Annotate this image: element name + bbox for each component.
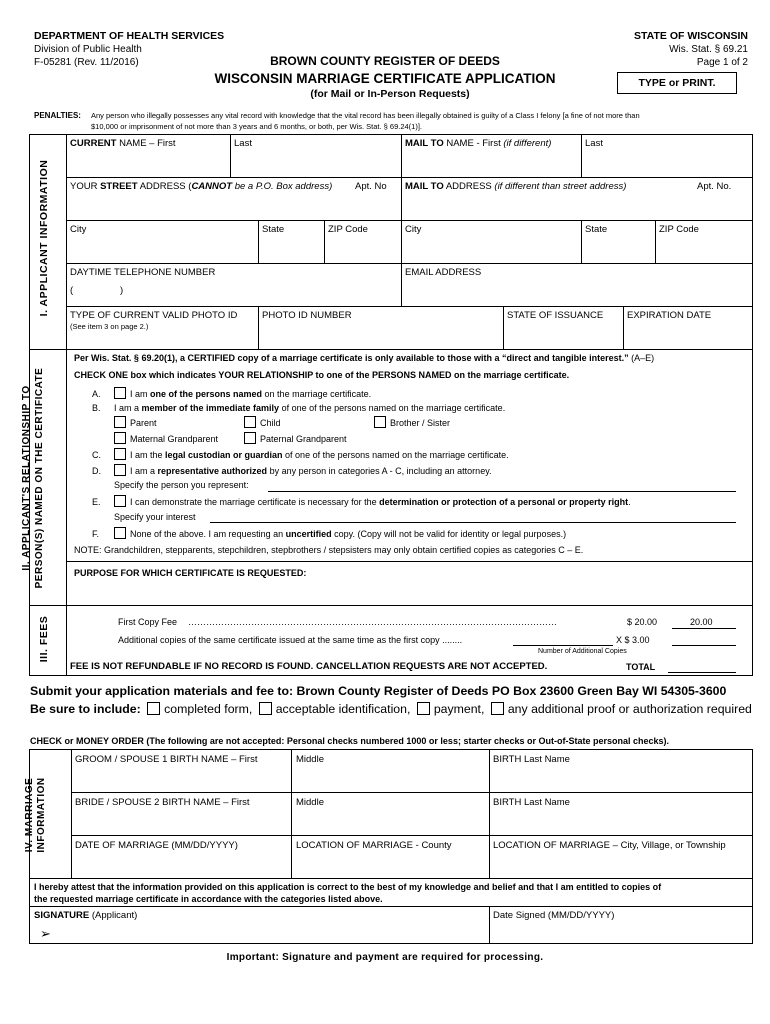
first-copy-price: $ 20.00 — [627, 617, 658, 627]
include-list: Be sure to include: completed form, acceptable identification, payment, any additional proof or authorization required — [30, 702, 752, 716]
sibling-checkbox[interactable] — [374, 416, 386, 428]
form-number: F-05281 (Rev. 11/2016) — [34, 57, 139, 68]
additional-copies-label: Additional copies of the same certificate issued at the same time as the first copy ........ — [118, 635, 463, 645]
city-field[interactable]: City — [70, 224, 87, 235]
check-one-instruction: CHECK ONE box which indicates YOUR RELATIONSHIP to one of the PERSONS NAMED on the marriage certificate. — [74, 370, 570, 380]
penalties-text-1: Any person who illegally possesses any vital record with knowledge that the vital record has been illegally obtained is guilty of a Class I felony [a fine of not more than — [91, 111, 640, 120]
bride-first-field[interactable]: BRIDE / SPOUSE 2 BIRTH NAME – First — [75, 797, 250, 808]
phone-field-area-open[interactable]: ( — [70, 285, 74, 296]
grandchildren-note: NOTE: Grandchildren, stepparents, stepchildren, stepbrothers / stepsisters may only obtain certified copies as categories C – E. — [74, 545, 584, 555]
total-label: TOTAL — [626, 662, 656, 672]
current-name-last-field[interactable]: Last — [234, 138, 252, 149]
footer-notice: Important: Signature and payment are required for processing. — [226, 952, 544, 963]
section-4-border — [29, 749, 753, 879]
option-b-parent[interactable]: Parent — [114, 416, 157, 428]
expiration-date-field[interactable]: EXPIRATION DATE — [627, 310, 712, 321]
option-b-paternal[interactable]: Paternal Grandparent — [244, 432, 347, 444]
option-b-letter: B. — [92, 403, 101, 413]
mail-to-name-first-field[interactable]: MAIL TO NAME - First (if different) — [405, 138, 552, 149]
mail-city-field[interactable]: City — [405, 224, 422, 235]
marriage-city-field[interactable]: LOCATION OF MARRIAGE – City, Village, or Township — [493, 840, 726, 851]
option-e[interactable]: I can demonstrate the marriage certificate is necessary for the determination or protection of a personal or property right. — [114, 495, 631, 507]
mail-state-field[interactable]: State — [585, 224, 608, 235]
marriage-county-field[interactable]: LOCATION OF MARRIAGE - County — [296, 840, 452, 851]
represent-specify-label: Specify the person you represent: — [114, 480, 249, 490]
option-d[interactable]: I am a representative authorized by any person in categories A - C, including an attorney. — [114, 464, 492, 476]
state-name: STATE OF WISCONSIN — [634, 30, 748, 42]
penalties-label: PENALTIES: — [34, 111, 81, 120]
statute: Wis. Stat. § 69.21 — [669, 44, 748, 55]
first-copy-label: First Copy Fee — [118, 617, 178, 627]
completed-form-checkbox[interactable] — [147, 702, 160, 715]
register-title: BROWN COUNTY REGISTER OF DEEDS — [270, 54, 500, 68]
additional-copies-total[interactable] — [672, 645, 736, 646]
check-money-order-notice: CHECK or MONEY ORDER (The following are not accepted: Personal checks numbered 1000 or less; starter checks or Out-of-State personal checks). — [30, 736, 670, 746]
identification-checkbox[interactable] — [259, 702, 272, 715]
photo-id-note: (See item 3 on page 2.) — [70, 322, 149, 331]
street-apt-field[interactable]: Apt. No — [355, 181, 387, 192]
parent-checkbox[interactable] — [114, 416, 126, 428]
option-f-checkbox[interactable] — [114, 527, 126, 539]
option-c[interactable]: I am the legal custodian or guardian of one of the persons named on the marriage certificate. — [114, 448, 509, 460]
bride-last-field[interactable]: BIRTH Last Name — [493, 797, 570, 808]
zip-field[interactable]: ZIP Code — [328, 224, 368, 235]
option-a-letter: A. — [92, 389, 101, 399]
signature-field[interactable]: SIGNATURE (Applicant) — [34, 910, 138, 921]
state-field[interactable]: State — [262, 224, 285, 235]
attest-text-1: I hereby attest that the information provided on this application is correct to the best of my knowledge and belief and that I am entitled to copies of — [34, 882, 662, 892]
payment-checkbox[interactable] — [417, 702, 430, 715]
photo-id-number-field[interactable]: PHOTO ID NUMBER — [262, 310, 352, 321]
first-copy-total: 20.00 — [690, 617, 713, 627]
groom-middle-field[interactable]: Middle — [296, 754, 324, 765]
mail-to-name-last-field[interactable]: Last — [585, 138, 603, 149]
not-refundable-notice: FEE IS NOT REFUNDABLE IF NO RECORD IS FOUND. CANCELLATION REQUESTS ARE NOT ACCEPTED. — [70, 661, 548, 672]
submit-address: Submit your application materials and fee to: Brown County Register of Deeds PO Box 23600 Green Bay WI 54305-3600 — [30, 684, 727, 698]
maternal-grandparent-checkbox[interactable] — [114, 432, 126, 444]
phone-field-label: DAYTIME TELEPHONE NUMBER — [70, 267, 216, 278]
option-c-letter: C. — [92, 450, 101, 460]
groom-first-field[interactable]: GROOM / SPOUSE 1 BIRTH NAME – First — [75, 754, 258, 765]
penalties-text-2: $10,000 or imprisonment of not more than 3 years and 6 months, or both, per Wis. Stat. § 69.24(1)]. — [91, 122, 423, 131]
paternal-grandparent-checkbox[interactable] — [244, 432, 256, 444]
groom-last-field[interactable]: BIRTH Last Name — [493, 754, 570, 765]
num-additional-note: Number of Additional Copies — [538, 648, 627, 655]
section-1-label: I. APPLICANT INFORMATION — [38, 159, 50, 317]
street-address-field[interactable]: YOUR STREET ADDRESS (CANNOT be a P.O. Box address) — [70, 181, 333, 192]
state-issuance-field[interactable]: STATE OF ISSUANCE — [507, 310, 604, 321]
photo-id-type-field[interactable]: TYPE OF CURRENT VALID PHOTO ID — [70, 310, 238, 321]
attest-text-2: the requested marriage certificate in accordance with the categories listed above. — [34, 894, 383, 904]
page-number: Page 1 of 2 — [696, 57, 748, 68]
division-name: Division of Public Health — [34, 44, 142, 55]
phone-field-area-close[interactable]: ) — [120, 285, 124, 296]
section-2-intro: Per Wis. Stat. § 69.20(1), a CERTIFIED copy of a marriage certificate is only available to those with a “direct and tangible interest.” (A–E) — [74, 353, 655, 363]
option-d-checkbox[interactable] — [114, 464, 126, 476]
option-a[interactable]: I am one of the persons named on the marriage certificate. — [114, 387, 371, 399]
page-title: WISCONSIN MARRIAGE CERTIFICATE APPLICATION — [214, 71, 556, 86]
dept-name: DEPARTMENT OF HEALTH SERVICES — [34, 30, 225, 42]
option-b-sibling[interactable]: Brother / Sister — [374, 416, 450, 428]
option-b-maternal[interactable]: Maternal Grandparent — [114, 432, 218, 444]
option-f-letter: F. — [92, 529, 100, 539]
represent-specify-line[interactable] — [268, 491, 736, 492]
email-field[interactable]: EMAIL ADDRESS — [405, 267, 482, 278]
child-checkbox[interactable] — [244, 416, 256, 428]
mail-to-address-field[interactable]: MAIL TO ADDRESS (if different than street address) — [405, 181, 627, 192]
type-print-box: TYPE or PRINT. — [617, 72, 737, 94]
option-e-letter: E. — [92, 497, 101, 507]
section-3-label: III. FEES — [38, 615, 50, 663]
interest-specify-line[interactable] — [210, 522, 736, 523]
option-c-checkbox[interactable] — [114, 448, 126, 460]
page-subtitle: (for Mail or In-Person Requests) — [310, 88, 470, 100]
additional-copies-multiplier: X $ 3.00 — [616, 635, 650, 645]
option-b-child[interactable]: Child — [244, 416, 281, 428]
bride-middle-field[interactable]: Middle — [296, 797, 324, 808]
option-b-text: I am a member of the immediate family of one of the persons named on the marriage certificate. — [114, 403, 506, 413]
purpose-field[interactable]: PURPOSE FOR WHICH CERTIFICATE IS REQUESTED: — [74, 568, 307, 578]
mail-zip-field[interactable]: ZIP Code — [659, 224, 699, 235]
current-name-first-field[interactable]: CURRENT NAME – First — [70, 138, 176, 149]
marriage-date-field[interactable]: DATE OF MARRIAGE (MM/DD/YYYY) — [75, 840, 238, 851]
additional-proof-checkbox[interactable] — [491, 702, 504, 715]
option-d-letter: D. — [92, 466, 101, 476]
additional-copies-input[interactable] — [513, 645, 613, 646]
arrow-icon: ➢ — [40, 926, 51, 941]
section-2-label: II. APPLICANT'S RELATIONSHIP TO PERSON(S) NAMED ON THE CERTIFICATE — [21, 367, 45, 589]
first-copy-dots: …………………………………………………………………………………………………………… — [188, 617, 557, 627]
total-amount-field[interactable] — [668, 672, 736, 673]
date-signed-field[interactable]: Date Signed (MM/DD/YYYY) — [493, 910, 615, 921]
option-a-checkbox[interactable] — [114, 387, 126, 399]
mail-to-apt-field[interactable]: Apt. No. — [697, 181, 732, 192]
section-4-label: IV. MARRIAGE INFORMATION — [24, 777, 47, 853]
option-e-checkbox[interactable] — [114, 495, 126, 507]
option-f[interactable]: None of the above. I am requesting an uncertified copy. (Copy will not be valid for identity or legal purposes.) — [114, 527, 566, 539]
interest-specify-label: Specify your interest — [114, 512, 196, 522]
